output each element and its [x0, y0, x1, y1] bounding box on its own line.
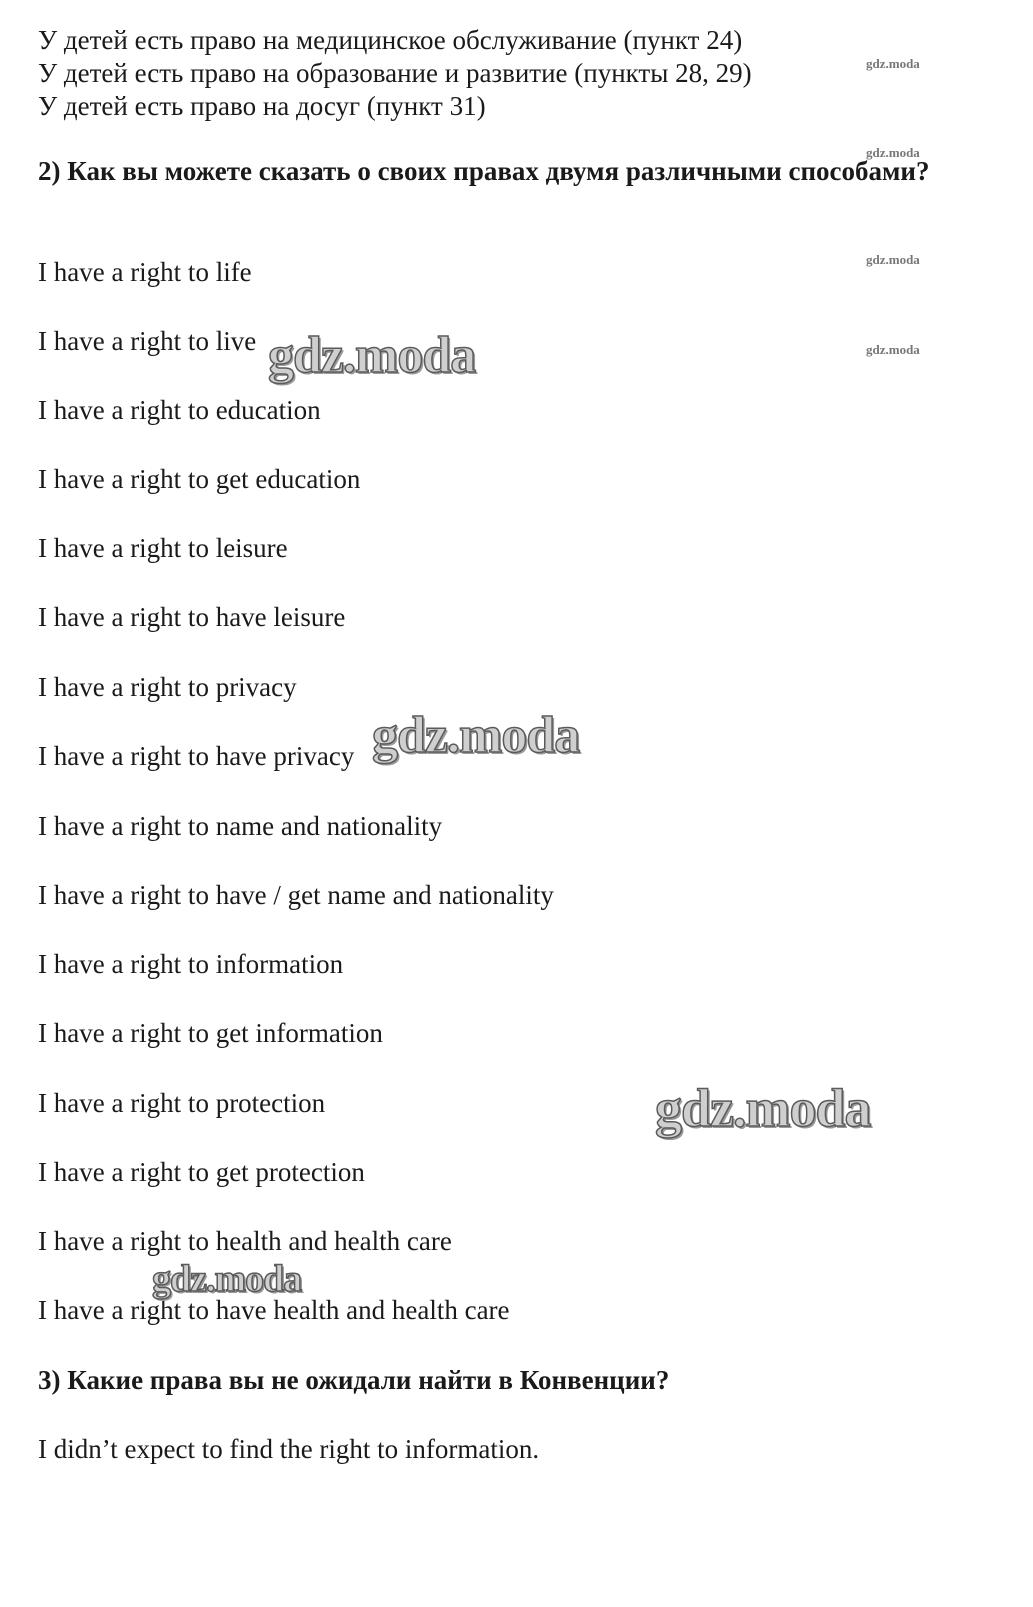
intro-line-2: У детей есть право на образование и развитие (пункты 28, 29) — [38, 58, 752, 88]
answer-line-4: I have a right to get education — [38, 464, 361, 494]
watermark-small: gdz.moda — [866, 252, 920, 267]
answer-line-9: I have a right to name and nationality — [38, 811, 443, 841]
answer-line-5: I have a right to leisure — [38, 533, 288, 563]
watermark-small: gdz.moda — [866, 56, 920, 71]
answer-line-13: I have a right to protection — [38, 1088, 326, 1118]
question-2: 2) Как вы можете сказать о своих правах двумя различными способами? — [38, 156, 930, 186]
answer-line-2: I have a right to live — [38, 326, 257, 356]
watermark-small: gdz.moda — [866, 342, 920, 357]
answer-line-6: I have a right to have leisure — [38, 602, 346, 632]
watermark-large: gdz.moda — [152, 1258, 302, 1300]
answer-line-16: I have a right to have health and health care — [38, 1295, 510, 1325]
answer-line-15: I have a right to health and health care — [38, 1226, 452, 1256]
watermark-large: gdz.moda — [268, 327, 476, 384]
answer-3: I didn’t expect to find the right to information. — [38, 1434, 540, 1464]
answer-line-7: I have a right to privacy — [38, 672, 297, 702]
watermark-small: gdz.moda — [866, 145, 920, 160]
answer-line-11: I have a right to information — [38, 949, 344, 979]
intro-line-1: У детей есть право на медицинское обслуживание (пункт 24) — [38, 25, 743, 55]
answer-line-1: I have a right to life — [38, 257, 252, 287]
intro-line-3: У детей есть право на досуг (пункт 31) — [38, 91, 486, 121]
watermark-large: gdz.moda — [372, 707, 580, 764]
answer-line-14: I have a right to get protection — [38, 1157, 365, 1187]
question-3: 3) Какие права вы не ожидали найти в Конвенции? — [38, 1365, 670, 1395]
answer-line-12: I have a right to get information — [38, 1018, 383, 1048]
answer-line-3: I have a right to education — [38, 395, 321, 425]
answer-line-10: I have a right to have / get name and nationality — [38, 880, 554, 910]
watermark-large: gdz.moda — [655, 1078, 871, 1138]
answer-line-8: I have a right to have privacy — [38, 741, 355, 771]
